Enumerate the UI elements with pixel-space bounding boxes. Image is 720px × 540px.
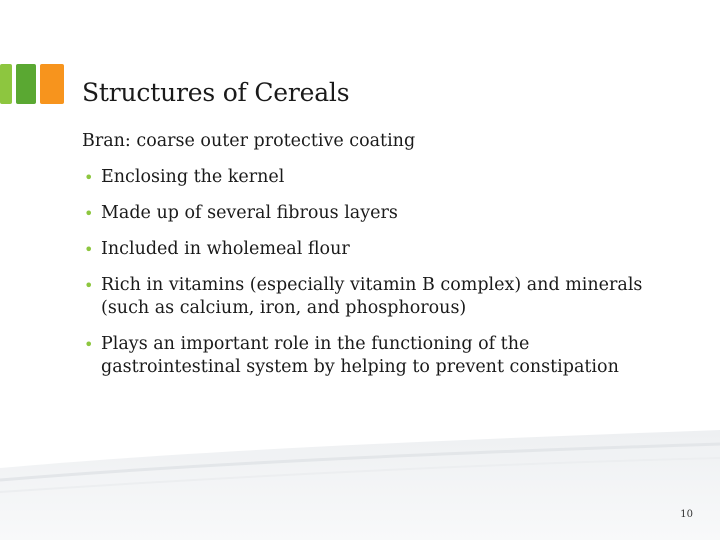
accent-bars bbox=[0, 64, 64, 104]
bullet-text: Enclosing the kernel bbox=[101, 167, 285, 187]
bullet-dot-icon: • bbox=[84, 204, 94, 223]
bullet-text: Made up of several fibrous layers bbox=[101, 203, 398, 223]
bottom-swoosh-decoration bbox=[0, 420, 720, 540]
bullet-item bbox=[82, 274, 672, 320]
page-number: 10 bbox=[680, 509, 693, 520]
bullet-dot-icon: • bbox=[84, 335, 94, 354]
bullet-item bbox=[82, 238, 672, 261]
bullet-item bbox=[82, 202, 672, 225]
bullet-item bbox=[82, 166, 672, 189]
bullet-text: Rich in vitamins (especially vitamin B complex) and minerals (such as calcium, iron, and phosphorous) bbox=[101, 275, 643, 318]
slide-title: Structures of Cereals bbox=[82, 78, 350, 107]
bullet-list bbox=[82, 166, 672, 392]
accent-bar-green-light bbox=[0, 64, 12, 104]
bullet-dot-icon: • bbox=[84, 276, 94, 295]
bullet-item bbox=[82, 333, 672, 379]
bullet-dot-icon: • bbox=[84, 168, 94, 187]
bullet-text: Included in wholemeal flour bbox=[101, 239, 350, 259]
accent-bar-green-dark bbox=[16, 64, 36, 104]
bullet-text: Plays an important role in the functioning of the gastrointestinal system by helping to prevent constipation bbox=[101, 334, 619, 377]
accent-bar-orange bbox=[40, 64, 64, 104]
bullet-dot-icon: • bbox=[84, 240, 94, 259]
intro-text: Bran: coarse outer protective coating bbox=[82, 131, 416, 151]
